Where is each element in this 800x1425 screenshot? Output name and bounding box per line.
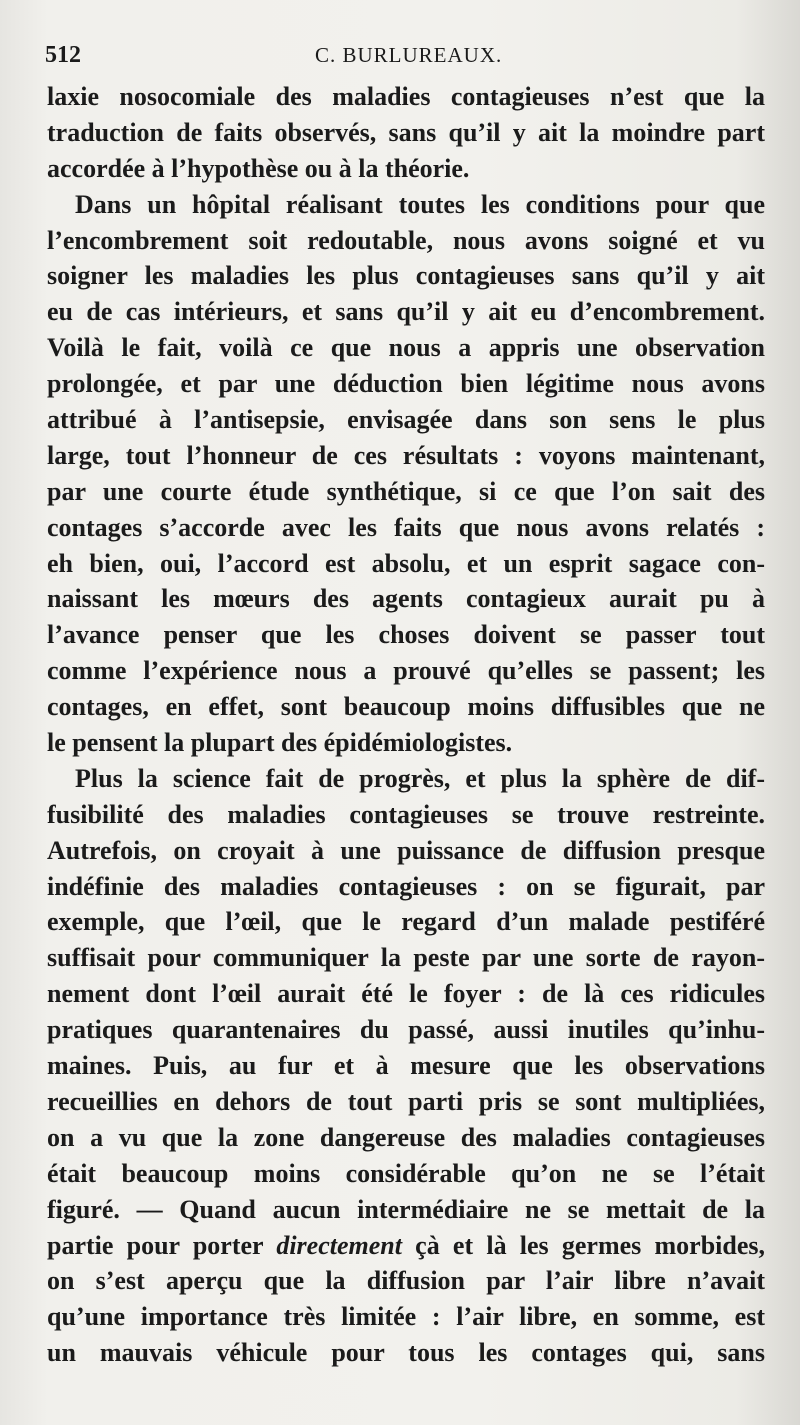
text-line: figuré. — Quand aucun intermédiaire ne se mettait de la <box>47 1194 765 1224</box>
text-run: partie pour porter <box>47 1230 277 1260</box>
running-title: C. BURLUREAUX. <box>315 43 503 67</box>
text-line: comme l’expérience nous a prouvé qu’elles se passent; les <box>47 656 765 686</box>
text-line: Voilà le fait, voilà ce que nous a appris une observation <box>47 333 765 363</box>
text-line: eu de cas intérieurs, et sans qu’il y ait eu d’encombrement. <box>47 297 765 327</box>
text-line: maines. Puis, au fur et à mesure que les observations <box>47 1051 765 1081</box>
text-line: recueillies en dehors de tout parti pris se sont multipliées, <box>47 1086 765 1116</box>
text-line: indéfinie des maladies contagieuses : on se figurait, par <box>47 871 765 901</box>
text-line: par une courte étude synthétique, si ce que l’on sait des <box>47 476 765 506</box>
text-line: on s’est aperçu que la diffusion par l’air libre n’avait <box>47 1266 765 1296</box>
text-line: contages, en effet, sont beaucoup moins diffusibles que ne <box>47 692 765 722</box>
text-line: prolongée, et par une déduction bien légitime nous avons <box>47 369 765 399</box>
text-line: Dans un hôpital réalisant toutes les conditions pour que <box>75 189 765 219</box>
text-run: çà et là les germes morbides, <box>401 1230 765 1260</box>
body-text <box>47 79 765 1371</box>
text-line: accordée à l’hypothèse ou à la théorie. <box>47 153 470 183</box>
text-line: suffisait pour communiquer la peste par une sorte de rayon- <box>47 943 765 973</box>
text-line: laxie nosocomiale des maladies contagieuses n’est que la <box>47 82 765 111</box>
text-line: fusibilité des maladies contagieuses se trouve restreinte. <box>47 799 765 829</box>
text-line: traduction de faits observés, sans qu’il y ait la moindre part <box>47 117 765 147</box>
text-line: l’encombrement soit redoutable, nous avons soigné et vu <box>47 225 765 255</box>
text-line: on a vu que la zone dangereuse des maladies contagieuses <box>47 1122 765 1152</box>
text-line: large, tout l’honneur de ces résultats : voyons maintenant, <box>47 440 765 470</box>
text-line: pratiques quarantenaires du passé, aussi inutiles qu’inhu- <box>47 1015 765 1045</box>
text-line: était beaucoup moins considérable qu’on ne se l’était <box>47 1158 765 1188</box>
text-line: nement dont l’œil aurait été le foyer : de là ces ridicules <box>47 979 765 1009</box>
text-line: Autrefois, on croyait à une puissance de diffusion presque <box>47 835 765 865</box>
text-line: exemple, que l’œil, que le regard d’un malade pestiféré <box>47 907 765 937</box>
italic-emphasis: directement <box>276 1230 402 1260</box>
page-number: 512 <box>45 42 81 68</box>
text-line: le pensent la plupart des épidémiologistes. <box>47 728 513 758</box>
text-line: naissant les mœurs des agents contagieux aurait pu à <box>47 584 765 614</box>
text-line: soigner les maladies les plus contagieuses sans qu’il y ait <box>47 261 765 291</box>
text-line: eh bien, oui, l’accord est absolu, et un esprit sagace con- <box>47 548 765 578</box>
text-line: contages s’accorde avec les faits que nous avons relatés : <box>47 512 765 542</box>
text-line-with-emphasis <box>47 1228 765 1264</box>
text-line: l’avance penser que les choses doivent se passer tout <box>47 620 765 650</box>
running-head <box>45 38 770 72</box>
text-line: qu’une importance très limitée : l’air libre, en somme, est <box>47 1302 765 1332</box>
text-line: attribué à l’antisepsie, envisagée dans son sens le plus <box>47 405 765 435</box>
text-line: Plus la science fait de progrès, et plus la sphère de dif- <box>75 763 765 793</box>
text-line: un mauvais véhicule pour tous les contages qui, sans <box>47 1338 765 1368</box>
